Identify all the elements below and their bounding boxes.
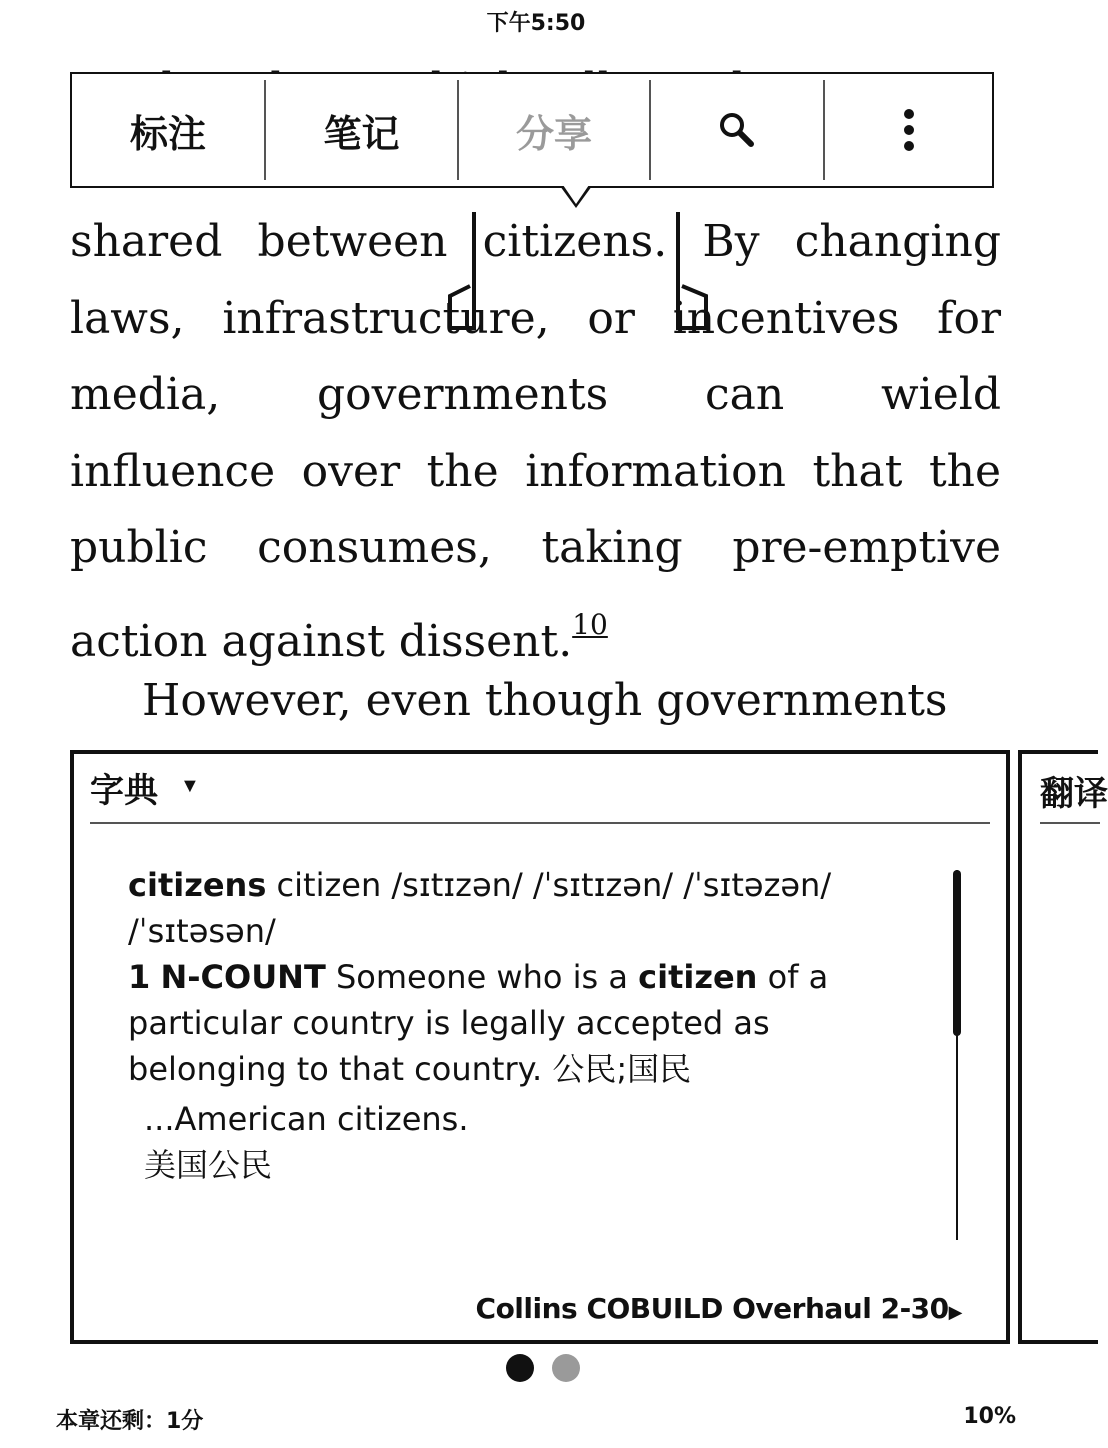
dictionary-header (90, 768, 990, 824)
book-line[interactable]: However, even though governments (142, 675, 948, 726)
translation-card-divider (1040, 822, 1100, 824)
translation-card[interactable] (1018, 750, 1108, 1344)
book-line-footnoted[interactable] (70, 587, 1001, 667)
entry-pronunciation: /sɪtɪzən/ /ˈsɪtɪzən/ /ˈsɪtəzən/ (391, 866, 832, 904)
book-line[interactable]: media, governments can wield (70, 369, 1001, 420)
translation-card-title[interactable]: 翻译 (1040, 774, 1108, 814)
chapter-time-remaining[interactable]: 本章还剩：1分 (56, 1409, 204, 1434)
book-line[interactable]: influence over the information that the (70, 445, 1001, 497)
entry-sense (128, 954, 918, 1000)
dictionary-scrollbar-thumb[interactable] (953, 870, 961, 1036)
entry-pronunciation-2: /ˈsɪtəsən/ (128, 912, 276, 950)
note-button[interactable]: 笔记 (266, 80, 459, 180)
book-line[interactable]: public consumes, taking pre-emptive (70, 522, 1001, 573)
chevron-right-icon: ▶ (948, 1302, 962, 1323)
dropdown-triangle-icon[interactable]: ▼ (180, 774, 200, 797)
entry-headline (128, 862, 918, 908)
definition-keyword: citizen (638, 958, 758, 996)
sense-number: 1 (128, 958, 151, 996)
definition-text: Someone who is a (335, 958, 628, 996)
part-of-speech: N-COUNT (160, 958, 326, 996)
book-text[interactable] (70, 204, 1001, 740)
selection-toolbar (70, 72, 994, 188)
dictionary-card[interactable] (70, 750, 1010, 1344)
dictionary-source-link[interactable] (476, 1292, 962, 1325)
search-icon (717, 110, 757, 150)
definition-line: particular country is legally accepted as (128, 1004, 770, 1042)
example-translation: 美国公民 (144, 1146, 273, 1184)
share-button[interactable]: 分享 (459, 80, 651, 180)
book-line[interactable]: laws, infrastructure, or incentives for (70, 292, 1001, 344)
book-line-text[interactable]: action against dissent. (70, 615, 573, 667)
definition-line: belonging to that country. 公民;国民 (128, 1050, 692, 1088)
definition-text: of a (767, 958, 829, 996)
dictionary-title[interactable]: 字典 (90, 770, 158, 811)
reading-progress[interactable]: 10% (963, 1404, 1016, 1429)
entry-lemma: citizen (276, 866, 382, 904)
page-dot-active[interactable] (506, 1354, 534, 1382)
page-dot-inactive[interactable] (552, 1354, 580, 1382)
highlight-button[interactable]: 标注 (72, 80, 266, 180)
example-sentence: ...American citizens. (144, 1100, 469, 1138)
book-line[interactable]: shared between citizens. By changing (70, 216, 1001, 267)
selection-start-handle[interactable] (444, 212, 484, 332)
search-button[interactable] (651, 80, 825, 180)
footnote-link[interactable]: 10 (572, 607, 608, 641)
dictionary-source-label[interactable]: Collins COBUILD Overhaul 2-30 (475, 1292, 949, 1325)
more-button[interactable] (825, 80, 992, 180)
entry-headword: citizens (128, 866, 267, 904)
status-time: 下午5:50 (486, 11, 586, 36)
dictionary-entry[interactable] (128, 862, 918, 1188)
toolbar-pointer-fill (563, 185, 589, 204)
more-vertical-icon (902, 108, 916, 152)
selection-end-handle[interactable] (672, 212, 712, 332)
